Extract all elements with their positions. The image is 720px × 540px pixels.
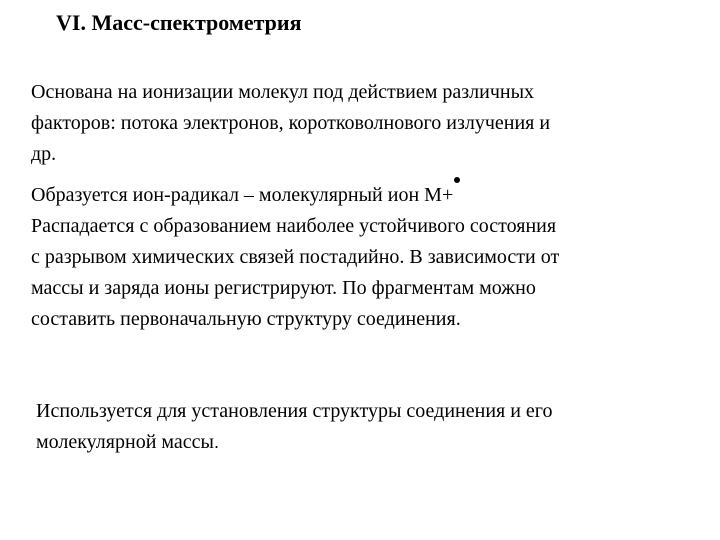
paragraph-molecular-ion <box>31 180 459 211</box>
radical-dot-icon <box>454 177 460 183</box>
paragraph-usage <box>36 396 553 458</box>
paragraph-line: Распадается с образованием наиболее устойчивого состояния <box>31 215 557 237</box>
slide-title: VI. Масс-спектрометрия <box>56 10 302 35</box>
paragraph-ionization <box>31 77 550 170</box>
paragraph-period: . <box>213 432 219 452</box>
paragraph-line: составить первоначальную структуру соединения. <box>31 308 461 330</box>
paragraph-line: с разрывом химических связей постадийно. В зависимости от <box>31 246 560 268</box>
paragraph-line <box>36 427 553 458</box>
paragraph-line: массы и заряда ионы регистрируют. По фрагментам можно <box>31 277 536 299</box>
paragraph-line: факторов: потока электронов, коротковолнового излучения и <box>31 112 551 134</box>
paragraph-text: молекулярной массы <box>36 431 214 453</box>
paragraph-line: др. <box>31 143 57 165</box>
paragraph-line: Образуется ион-радикал – молекулярный ион M+ <box>31 184 454 206</box>
paragraph-fragmentation <box>31 211 559 335</box>
paragraph-line: Используется для установления структуры соединения и его <box>36 400 553 422</box>
paragraph-line: Основана на ионизации молекул под действием различных <box>31 81 535 103</box>
